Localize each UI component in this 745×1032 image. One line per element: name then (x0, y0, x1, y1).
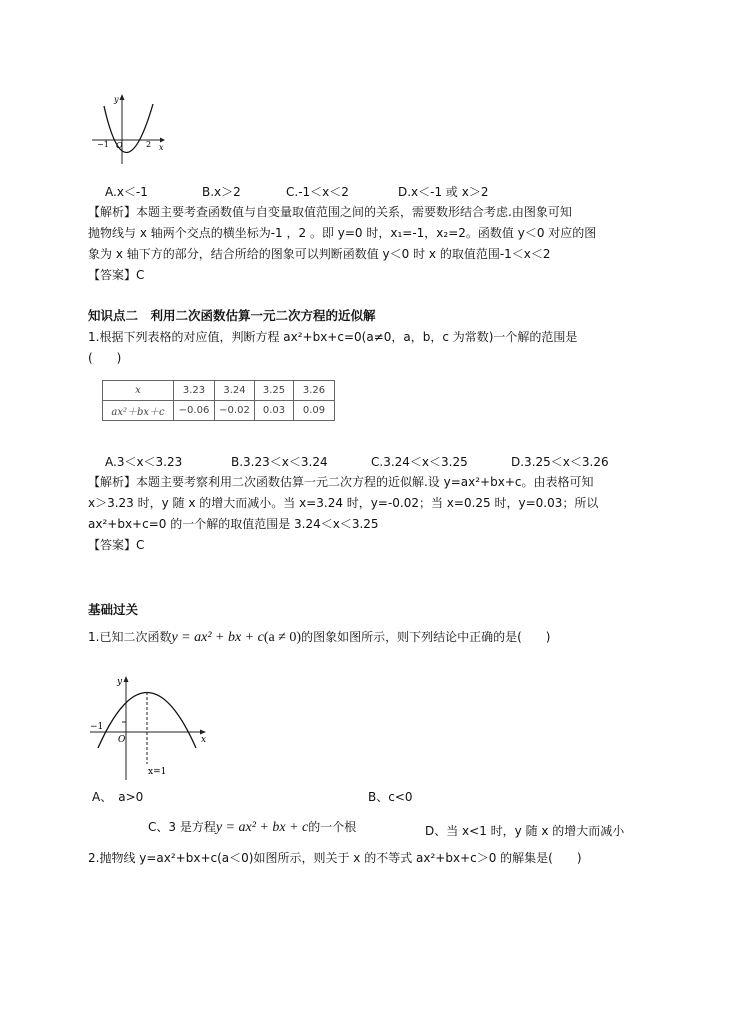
x-axis-arrow (200, 730, 206, 735)
analysis-line: 【解析】本题主要考察利用二次函数估算一元二次方程的近似解.设 y=ax²+bx+c。由表格可知 (88, 475, 594, 489)
option-a: A、 a>0 (92, 790, 144, 804)
analysis-line: ax²+bx+c=0 的一个解的取值范围是 3.24＜x＜3.25 (88, 517, 379, 531)
table-cell: 0.09 (294, 401, 335, 421)
analysis-line: x＞3.23 时，y 随 x 的增大而减小。当 x=3.24 时，y=-0.02；当 x=0.25 时，y=0.03；所以 (88, 496, 599, 510)
section-heading-3: 基础过关 (88, 602, 139, 617)
x-axis-label: x (159, 143, 164, 152)
origin-label: O (116, 141, 123, 150)
parabola-graph-2 (88, 672, 213, 782)
formula: y = ax² + bx + c (171, 630, 264, 645)
formula: y = ax² + bx + c (215, 820, 309, 835)
origin-label: O (118, 735, 126, 745)
question-line: ( ) (88, 351, 122, 365)
table-cell: 3.26 (294, 381, 335, 401)
option-d: D.3.25＜x＜3.26 (511, 455, 609, 469)
table-cell: 3.23 (174, 381, 215, 401)
option-b: B.3.23＜x＜3.24 (231, 455, 328, 469)
value-table (102, 380, 335, 421)
table-row (103, 401, 335, 421)
x-axis-arrow (160, 138, 165, 143)
option-a: A.3＜x＜3.23 (105, 455, 183, 469)
y-axis-label: y (117, 677, 123, 687)
option-d: D.x＜-1 或 x＞2 (398, 185, 489, 199)
answer-line: 【答案】C (88, 538, 145, 552)
option-b: B、c<0 (368, 790, 413, 804)
question-prefix: 1.已知二次函数 (88, 630, 172, 644)
table-cell: 3.25 (255, 381, 294, 401)
y-axis-arrow (124, 676, 129, 682)
option-d: D、当 x<1 时，y 随 x 的增大而减小 (425, 824, 625, 838)
option-c-suffix: 的一个根 (308, 820, 357, 834)
table-row (103, 381, 335, 401)
analysis-line: 抛物线与 x 轴两个交点的横坐标为-1 ，2 。即 y=0 时，x₁=-1，x₂=2。函数值 y＜0 对应的图 (88, 226, 597, 240)
left-label: −1 (90, 722, 104, 732)
question-suffix: 的图象如图所示，则下列结论中正确的是( ) (301, 630, 551, 644)
y-axis-arrow (120, 94, 125, 100)
option-c-prefix: C、3 是方程 (148, 820, 216, 834)
table-cell: ax²＋bx＋c (103, 401, 174, 421)
table-cell: −0.06 (174, 401, 215, 421)
option-c (148, 818, 356, 836)
option-c: C.3.24＜x＜3.25 (371, 455, 468, 469)
table-cell: x (103, 381, 174, 401)
symmetry-axis-label: x=1 (148, 767, 167, 777)
analysis-line: 【解析】本题主要考查函数值与自变量取值范围之间的关系，需要数形结合考虑.由图象可知 (88, 205, 572, 219)
table-cell: −0.02 (215, 401, 255, 421)
condition: (a ≠ 0) (263, 630, 302, 645)
y-axis-label: y (114, 95, 119, 104)
analysis-block-1 (88, 202, 658, 286)
table-cell: 0.03 (255, 401, 294, 421)
question-2-line: 2.抛物线 y=ax²+bx+c(a＜0)如图所示，则关于 x 的不等式 ax²+bx+c＞0 的解集是( ) (88, 851, 582, 865)
analysis-line: 象为 x 轴下方的部分，结合所给的图象可以判断函数值 y＜0 时 x 的取值范围-1＜x＜2 (88, 247, 551, 261)
question-line: 1.根据下列表格的对应值，判断方程 ax²+bx+c=0(a≠0，a，b，c 为常数)一个解的范围是 (88, 330, 578, 344)
analysis-block-2 (88, 472, 658, 556)
right-root-label: 2 (146, 140, 152, 149)
option-a: A.x＜-1 (105, 185, 148, 199)
question-1-line (88, 628, 550, 646)
section-heading-2: 知识点二 利用二次函数估算一元二次方程的近似解 (88, 308, 376, 323)
question-1-block (88, 327, 658, 369)
parabola-graph-1 (88, 90, 176, 170)
table-cell: 3.24 (215, 381, 255, 401)
x-axis-label: x (201, 735, 207, 745)
left-root-label: −1 (97, 140, 109, 149)
option-b: B.x＞2 (202, 185, 241, 199)
answer-line: 【答案】C (88, 268, 145, 282)
option-c: C.-1＜x＜2 (286, 185, 349, 199)
